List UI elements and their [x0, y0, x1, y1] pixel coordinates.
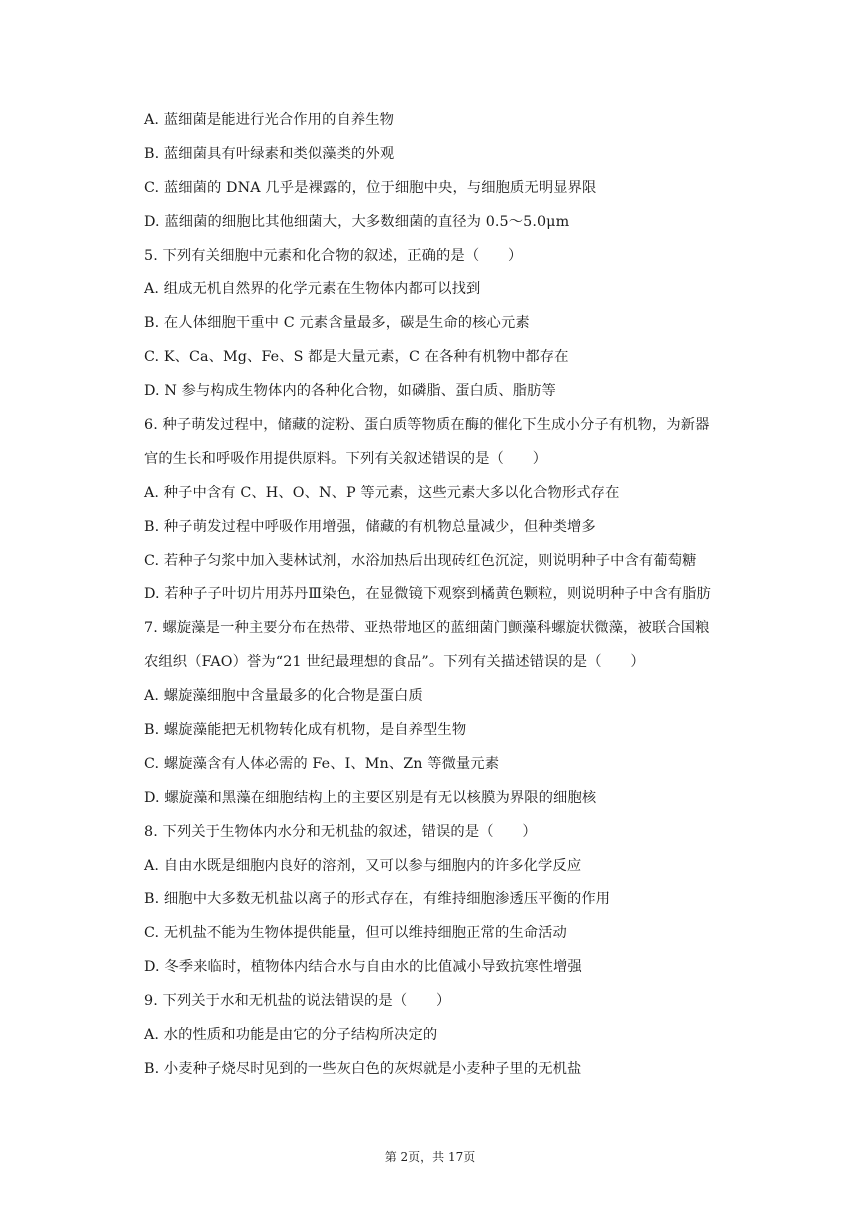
question-stem: 8. 下列关于生物体内水分和无机盐的叙述，错误的是（ ） — [144, 823, 537, 840]
text-line: A. 水的性质和功能是由它的分子结构所决定的 — [144, 1027, 438, 1044]
text-line: B. 螺旋藻能把无机物转化成有机物，是自养型生物 — [144, 722, 467, 739]
text-line: A. 组成无机自然界的化学元素在生物体内都可以找到 — [144, 281, 481, 298]
text-line: A. 蓝细菌是能进行光合作用的自养生物 — [144, 112, 395, 128]
text-line: C. 蓝细菌的 DNA 几乎是裸露的，位于细胞中央，与细胞质无明显界限 — [144, 179, 597, 196]
text-line: D. N 参与构成生物体内的各种化合物，如磷脂、蛋白质、脂肪等 — [144, 383, 556, 400]
text-line: B. 细胞中大多数无机盐以离子的形式存在，有维持细胞渗透压平衡的作用 — [144, 891, 611, 908]
question-stem: 5. 下列有关细胞中元素和化合物的叙述，正确的是（ ） — [144, 247, 523, 264]
text-line: D. 蓝细菌的细胞比其他细菌大，大多数细菌的直径为 0.5～5.0μm — [144, 213, 570, 230]
question-stem-continued: 官的生长和呼吸作用提供原料。下列有关叙述错误的是（ ） — [144, 450, 548, 467]
text-line: B. 蓝细菌具有叶绿素和类似藻类的外观 — [144, 145, 395, 162]
question-stem-continued: 农组织（FAO）誉为“21 世纪最理想的食品”。下列有关描述错误的是（ ） — [144, 654, 645, 671]
text-line: D. 冬季来临时，植物体内结合水与自由水的比值减小导致抗寒性增强 — [144, 959, 582, 976]
text-line: A. 种子中含有 C、H、O、N、P 等元素，这些元素大多以化合物形式存在 — [144, 484, 620, 501]
question-stem: 6. 种子萌发过程中，储藏的淀粉、蛋白质等物质在酶的催化下生成小分子有机物，为新器 — [144, 417, 710, 434]
page-footer: 第 2页，共 17页 — [384, 1150, 476, 1164]
text-line: A. 自由水既是细胞内良好的溶剂，又可以参与细胞内的许多化学反应 — [144, 857, 582, 874]
text-line: B. 小麦种子烧尽时见到的一些灰白色的灰烬就是小麦种子里的无机盐 — [144, 1060, 582, 1077]
text-line: B. 种子萌发过程中呼吸作用增强，储藏的有机物总量减少，但种类增多 — [144, 518, 596, 535]
text-line: C. 无机盐不能为生物体提供能量，但可以维持细胞正常的生命活动 — [144, 925, 567, 942]
text-line: C. 若种子匀浆中加入斐林试剂，水浴加热后出现砖红色沉淀，则说明种子中含有葡萄糖 — [144, 552, 697, 569]
text-line: D. 螺旋藻和黑藻在细胞结构上的主要区别是有无以核膜为界限的细胞核 — [144, 789, 597, 806]
page-body — [144, 107, 764, 1090]
text-line: D. 若种子子叶切片用苏丹Ⅲ染色，在显微镜下观察到橘黄色颗粒，则说明种子中含有脂肪 — [144, 586, 711, 603]
question-stem: 9. 下列关于水和无机盐的说法错误的是（ ） — [144, 993, 451, 1010]
question-stem: 7. 螺旋藻是一种主要分布在热带、亚热带地区的蓝细菌门颤藻科螺旋状微藻，被联合国粮 — [144, 620, 710, 637]
text-line: C. K、Ca、Mg、Fe、S 都是大量元素，C 在各种有机物中都存在 — [144, 349, 569, 366]
text-line: A. 螺旋藻细胞中含量最多的化合物是蛋白质 — [144, 688, 423, 705]
text-line: B. 在人体细胞干重中 C 元素含量最多，碳是生命的核心元素 — [144, 315, 530, 332]
text-line: C. 螺旋藻含有人体必需的 Fe、I、Mn、Zn 等微量元素 — [144, 755, 500, 772]
